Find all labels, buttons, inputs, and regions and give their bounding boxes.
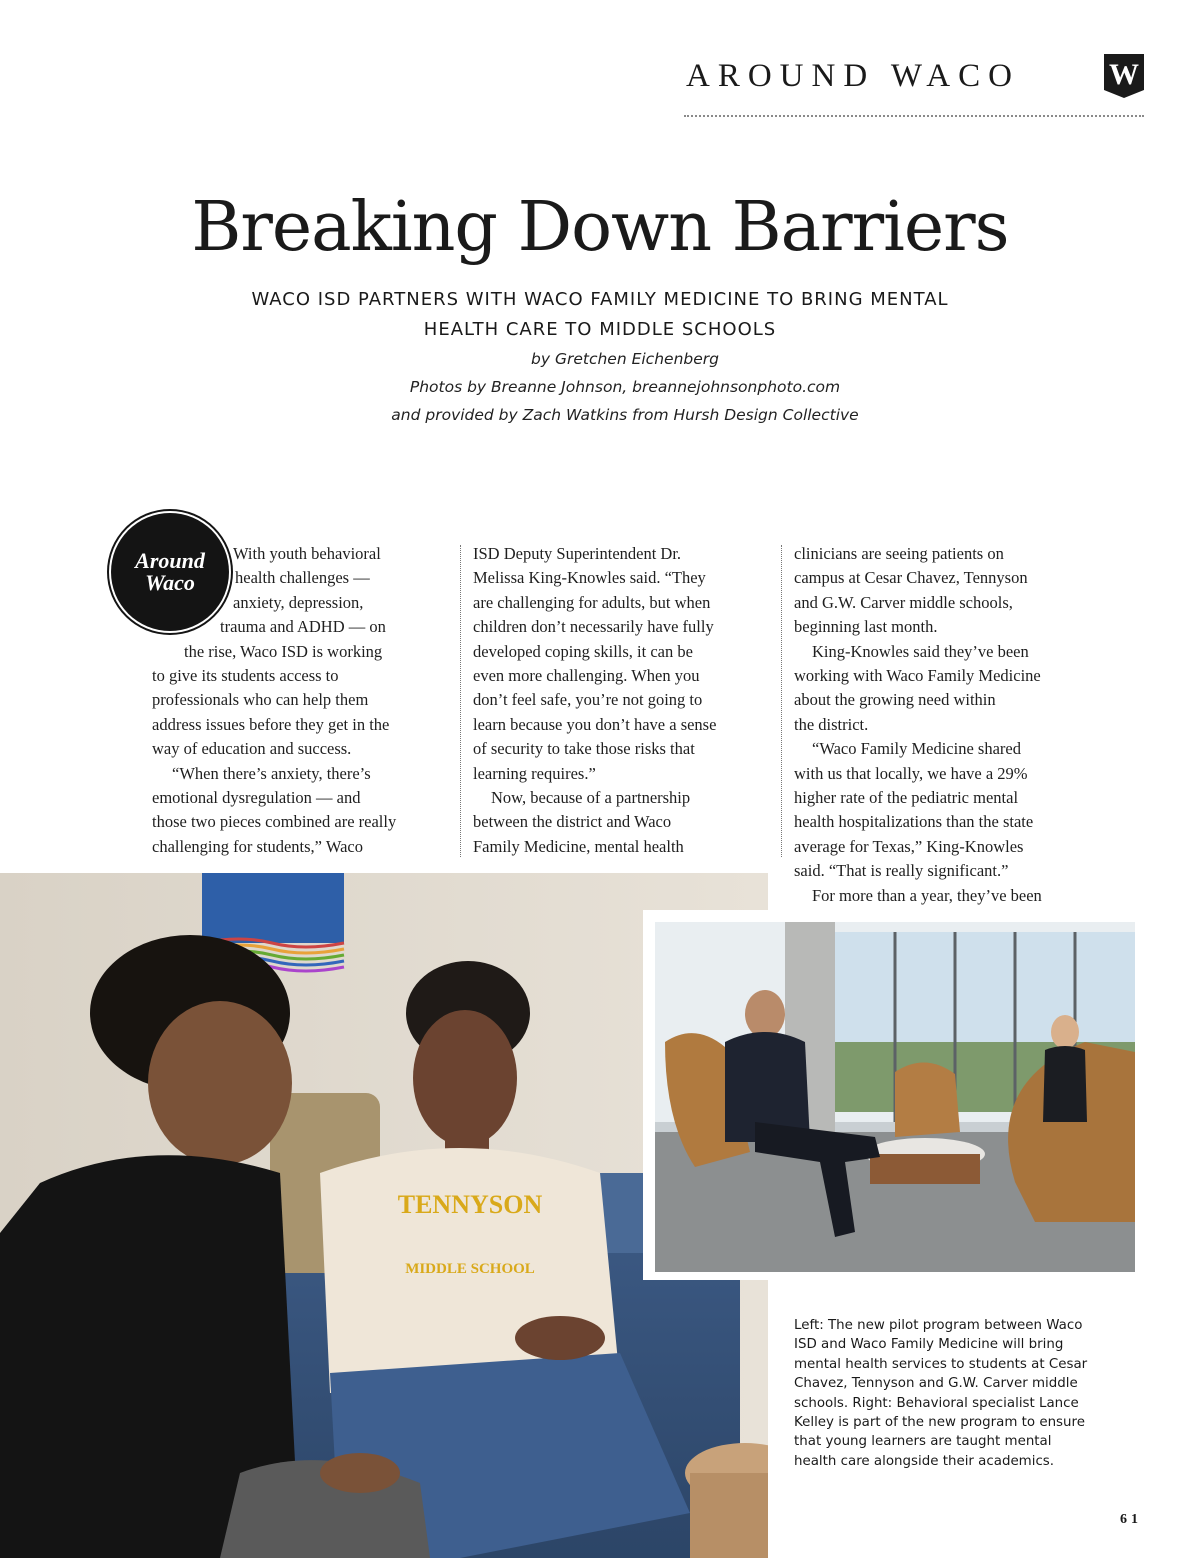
shirt-text-bottom: MIDDLE SCHOOL [405,1261,535,1277]
text-line: average for Texas,” King-Knowles [794,836,1024,856]
article-subtitle [200,285,1000,345]
text-line: those two pieces combined are really [152,812,397,832]
text-line: and G.W. Carver middle schools, [794,592,1013,612]
column-divider [460,545,461,857]
text-line: health hospitalizations than the state [794,812,1034,832]
photo-credit: Photos by Breanne Johnson, breannejohnsonphoto.com [409,378,841,396]
text-line: about the growing need within [794,690,996,710]
article-column-2 [473,542,763,859]
logo-letter: W [1109,58,1139,91]
section-title: AROUND WACO [686,58,1020,94]
article-title: Breaking Down Barriers [191,188,1009,267]
shirt-text-top: TENNYSON [397,1190,543,1219]
text-line: working with Waco Family Medicine [794,666,1041,686]
text-line: “Waco Family Medicine shared [812,739,1021,759]
text-line: professionals who can help them [152,690,369,710]
magazine-logo [1104,54,1144,98]
text-line: between the district and Waco [473,812,672,832]
text-line: campus at Cesar Chavez, Tennyson [794,568,1028,588]
text-line: challenging for students,” Waco [152,836,363,856]
badge-line: Waco [145,570,195,595]
photo-behavioral-specialist [655,922,1135,1272]
text-line: With youth behavioral [233,544,381,563]
text-line: higher rate of the pediatric mental [794,788,1019,808]
subtitle-line: HEALTH CARE TO MIDDLE SCHOOLS [423,319,777,340]
text-line: even more challenging. When you [473,666,700,686]
page-number: 61 [1120,1512,1142,1527]
caption-line: ISD and Waco Family Medicine will bring [794,1337,1064,1353]
caption-line: Kelley is part of the new program to ensure [794,1415,1085,1431]
subtitle-line: WACO ISD PARTNERS WITH WACO FAMILY MEDICINE TO BRING MENTAL [251,289,949,310]
text-line: Now, because of a partnership [491,788,691,808]
text-line: learning requires.” [473,763,596,783]
text-line: beginning last month. [794,617,938,637]
text-line: said. “That is really significant.” [794,861,1009,881]
text-line: with us that locally, we have a 29% [794,763,1028,783]
text-line: ISD Deputy Superintendent Dr. [473,544,682,563]
caption-line: that young learners are taught mental [794,1434,1052,1450]
header-divider [684,115,1144,117]
badge-line: Around [135,548,205,573]
text-line: the rise, Waco ISD is working [184,641,383,661]
text-line: trauma and ADHD — on [220,617,386,637]
text-line: the district. [794,714,869,734]
column-divider [781,545,782,857]
text-line: address issues before they get in the [152,714,390,734]
caption-line: Chavez, Tennyson and G.W. Carver middle [794,1376,1078,1392]
text-line: “When there’s anxiety, there’s [172,763,371,783]
text-line: don’t feel safe, you’re not going to [473,690,703,710]
photo-credit: and provided by Zach Watkins from Hursh Design Collective [391,406,859,424]
text-line: are challenging for adults, but when [473,592,711,612]
text-line: to give its students access to [152,666,339,686]
text-line: anxiety, depression, [233,592,364,612]
text-line: For more than a year, they’ve been [812,885,1042,905]
photo-caption [794,1316,1094,1471]
text-line: clinicians are seeing patients on [794,544,1004,563]
article-column-3 [794,542,1094,908]
text-line: King-Knowles said they’ve been [812,641,1029,661]
text-line: health challenges — [235,568,370,588]
byline: by Gretchen Eichenberg [531,350,719,368]
caption-line: schools. Right: Behavioral specialist Lance [794,1395,1079,1411]
article-column-1 [152,542,442,859]
text-line: of security to take those risks that [473,739,695,759]
caption-line: mental health services to students at Cesar [794,1356,1088,1372]
text-line: emotional dysregulation — and [152,788,361,808]
text-line: way of education and success. [152,739,352,759]
caption-line: Left: The new pilot program between Waco [794,1318,1083,1333]
caption-line: health care alongside their academics. [794,1453,1055,1469]
text-line: children don’t necessarily have fully [473,617,714,637]
text-line: developed coping skills, it can be [473,641,693,661]
text-line: learn because you don’t have a sense [473,714,717,734]
text-line: Melissa King-Knowles said. “They [473,568,706,588]
text-line: Family Medicine, mental health [473,836,684,856]
